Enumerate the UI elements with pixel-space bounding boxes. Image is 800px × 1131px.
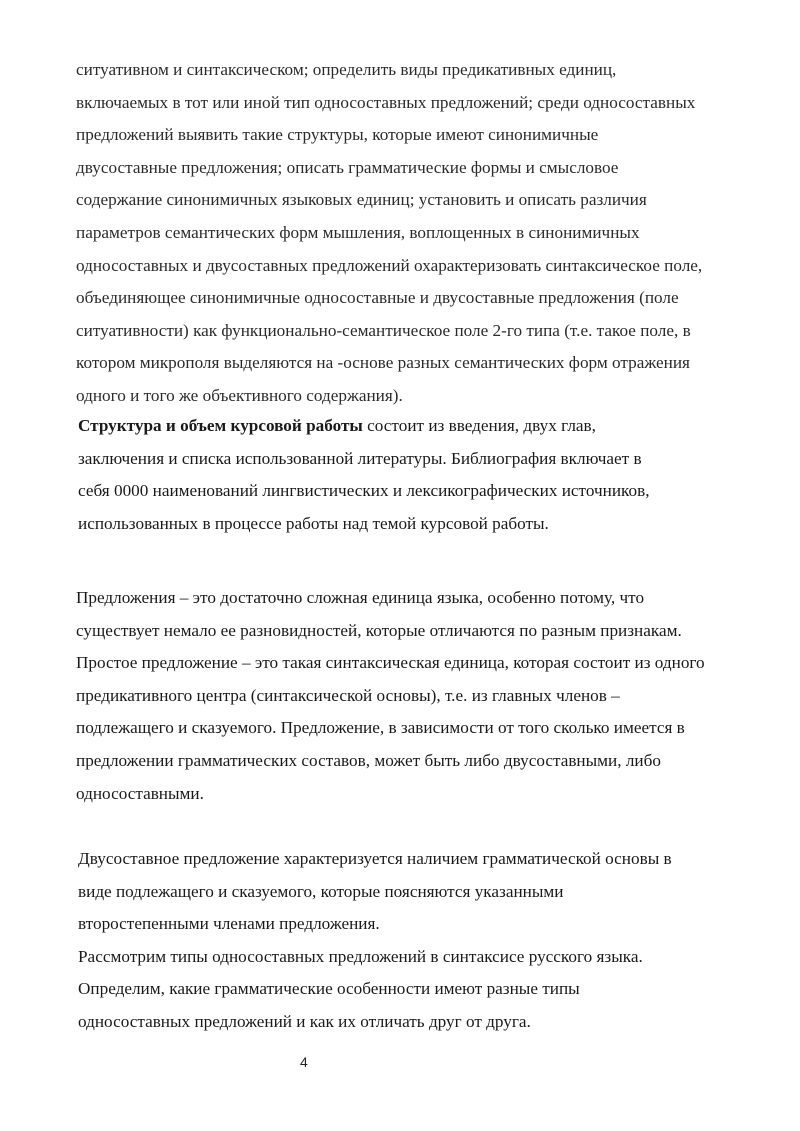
text-line: односоставных и двусоставных предложений охарактеризовать синтаксическое поле, xyxy=(76,255,703,275)
text-fragment: состоит из введения, двух глав, xyxy=(362,416,596,435)
text-line: объединяющее синонимичные односоставные и двусоставные предложения (поле xyxy=(76,288,679,308)
paragraph-intro-tail xyxy=(76,54,702,413)
text-line: использованных в процессе работы над темой курсовой работы. xyxy=(78,513,549,533)
paragraph-sentences xyxy=(76,582,705,810)
text-line: ситуативном и синтаксическом; определить виды предикативных единиц, xyxy=(76,60,617,79)
text-line: односоставными. xyxy=(76,783,204,803)
text-line: предложении грамматических составов, может быть либо двусоставными, либо xyxy=(76,750,661,770)
text-line: Рассмотрим типы односоставных предложений в синтаксисе русского языка. xyxy=(78,946,643,966)
text-line: котором микрополя выделяются на -основе разных семантических форм отражения xyxy=(76,353,690,373)
text-line: включаемых в тот или иной тип односоставных предложений; среди односоставных xyxy=(76,92,696,112)
text-line: предложений выявить такие структуры, которые имеют синонимичные xyxy=(76,125,599,145)
text-line: существует немало ее разновидностей, которые отличаются по разным признакам. xyxy=(76,620,682,640)
text-line: заключения и списка использованной литературы. Библиография включает в xyxy=(78,448,642,468)
text-line: Определим, какие грамматические особенности имеют разные типы xyxy=(78,979,580,999)
paragraph-structure xyxy=(78,410,650,540)
text-line: себя 0000 наименований лингвистических и лексикографических источников, xyxy=(78,481,650,501)
text-line: ситуативности) как функционально-семантическое поле 2-го типа (т.е. такое поле, в xyxy=(76,320,691,340)
text-line: Простое предложение – это такая синтаксическая единица, которая состоит из одного xyxy=(76,653,705,673)
text-line: второстепенными членами предложения. xyxy=(78,914,380,934)
text-line: параметров семантических форм мышления, воплощенных в синонимичных xyxy=(76,222,640,242)
text-line: виде подлежащего и сказуемого, которые поясняются указанными xyxy=(78,881,564,901)
text-line: предикативного центра (синтаксической основы), т.е. из главных членов – xyxy=(76,685,620,705)
text-line: односоставных предложений и как их отличать друг от друга. xyxy=(78,1011,531,1031)
text-line: Предложения – это достаточно сложная единица языка, особенно потому, что xyxy=(76,588,645,607)
text-line: Двусоставное предложение характеризуется наличием грамматической основы в xyxy=(78,849,672,868)
text-line: подлежащего и сказуемого. Предложение, в зависимости от того сколько имеется в xyxy=(76,718,685,738)
text-line xyxy=(78,410,650,443)
text-line: содержание синонимичных языковых единиц; установить и описать различия xyxy=(76,190,647,210)
text-line: двусоставные предложения; описать грамматические формы и смысловое xyxy=(76,157,619,177)
bold-lead-heading: Структура и объем курсовой работы xyxy=(78,416,363,435)
page-number: 4 xyxy=(300,1054,308,1070)
text-line: одного и того же объективного содержания). xyxy=(76,385,403,405)
paragraph-two-part xyxy=(78,843,672,1039)
